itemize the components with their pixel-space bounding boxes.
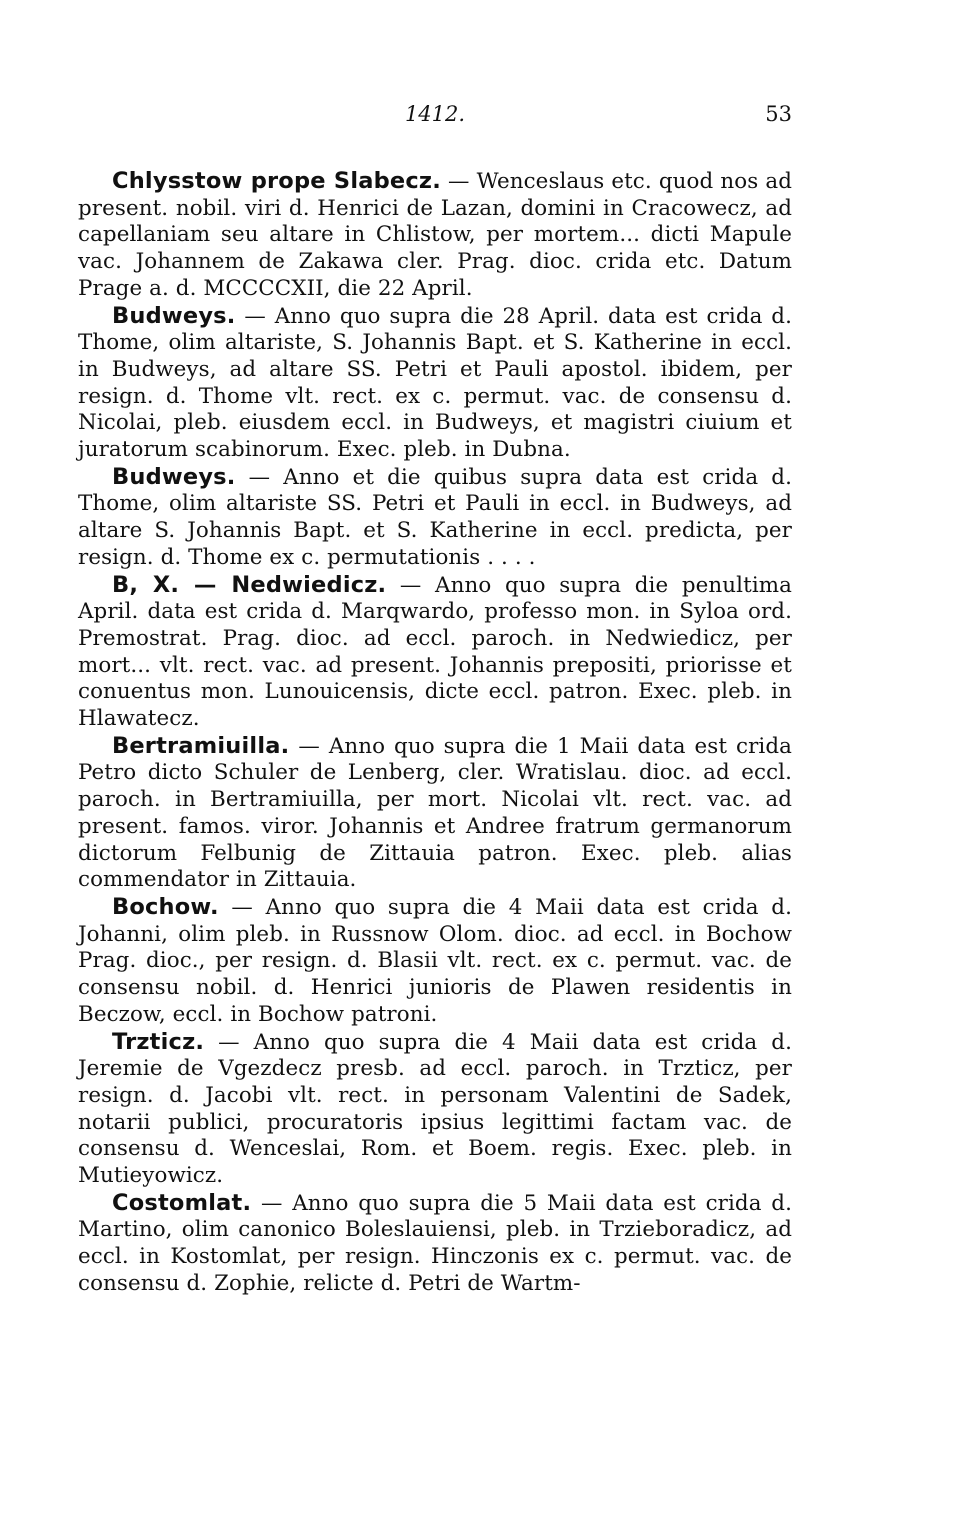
entry-separator: — (218, 894, 266, 920)
entry-separator: — (386, 572, 436, 598)
entry-title: Bochow. (112, 893, 219, 920)
entry-text: Anno quo supra die 1 Maii data est crida Petro dicto Schuler de Lenberg, cler. Wratislau. dioc. ad eccl. paroch. in Bertramiuilla, per mort. Nicolai vlt. rect. vac. ad present. famos. viror. Johannis et Andree fratrum germanorum dictorum Felbunig de Zittauia patron. Exec. pleb. alias commendator in Zittauia. (78, 733, 792, 893)
entry-separator: — (235, 303, 275, 329)
entry-nedwiedicz (78, 572, 792, 733)
entry-trzticz (78, 1029, 792, 1190)
entry-separator: — (289, 733, 329, 759)
entry-bertramiuilla (78, 733, 792, 894)
entry-title: Budweys. (112, 302, 236, 329)
page-number: 53 (765, 102, 792, 126)
entry-costomlat (78, 1190, 792, 1298)
entry-title: Costomlat. (112, 1189, 252, 1216)
entry-title: Budweys. (112, 463, 236, 490)
entry-chlysstow (78, 168, 792, 303)
entry-separator: — (440, 169, 477, 194)
entry-separator: — (251, 1190, 293, 1216)
entry-title: B, X. — Nedwiedicz. (112, 571, 387, 598)
entry-text: Anno quo supra die 28 April. data est crida d. Thome, olim altariste, S. Johannis Bapt. et S. Katherine in eccl. in Budweys, ad altare SS. Petri et Pauli apostol. ibidem, per resign. d. Thome vlt. rect. ex c. permut. vac. de consensu d. Nicolai, pleb. eiusdem eccl. in Budweys, et magistri ciuium et juratorum scabinorum. Exec. pleb. in Dubna. (78, 303, 793, 463)
entry-budweys-1 (78, 303, 792, 464)
entry-text: Anno et die quibus supra data est crida d. Thome, olim altariste SS. Petri et Pauli in eccl. in Budweys, ad altare S. Johannis Bapt. et S. Katherine in eccl. predicta, per resign. d. Thome ex c. permutationis . . . . (78, 464, 792, 570)
entry-budweys-2 (78, 464, 792, 572)
page-body (78, 168, 792, 1298)
entry-separator: — (204, 1029, 254, 1055)
entry-title: Bertramiuilla. (112, 732, 290, 759)
entry-separator: — (235, 464, 284, 490)
entry-text: Anno quo supra die penultima April. data est crida d. Marqwardo, professo mon. in Syloa ord. Premostrat. Prag. dioc. ad eccl. paroch. in Nedwiedicz, per mort... vlt. rect. vac. ad present. Johannis prepositi, priorisse et conuentus mon. Lunouicensis, dicte eccl. patron. Exec. pleb. in Hlawatecz. (78, 572, 792, 732)
page-header (78, 102, 792, 138)
entry-text: Wenceslaus etc. quod nos ad present. nobil. viri d. Henrici de Lazan, domini in Cracowecz, ad capellaniam seu altare in Chlistow, per mortem... dicti Mapule vac. Johannem de Zakawa cler. Prag. dioc. crida etc. Datum Prage a. d. MCCCCXII, die 22 April. (78, 169, 792, 301)
running-head-year: 1412. (404, 102, 466, 126)
entry-title: Chlysstow prope Slabecz. (112, 168, 441, 194)
entry-title: Trzticz. (112, 1028, 205, 1055)
entry-text: Anno quo supra die 5 Maii data est crida d. Martino, olim canonico Boleslauiensi, pleb. in Trzieboradicz, ad eccl. in Kostomlat, per resign. Hinczonis ex c. permut. vac. de consensu d. Zophie, relicte d. Petri de Wartm- (78, 1190, 792, 1296)
entry-text: Anno quo supra die 4 Maii data est crida d. Johanni, olim pleb. in Russnow Olom. dioc. ad eccl. in Bochow Prag. dioc., per resign. d. Blasii vlt. rect. ex c. permut. vac. de consensu nobil. d. Henrici junioris de Plawen residentis in Beczow, eccl. in Bochow patroni. (78, 894, 792, 1027)
entry-text: Anno quo supra die 4 Maii data est crida d. Jeremie de Vgezdecz presb. ad eccl. paroch. in Trzticz, per resign. d. Jacobi vlt. rect. in personam Valentini de Sadek, notarii publici, procuratoris ipsius legittimi factam vac. de consensu d. Wenceslai, Rom. et Boem. regis. Exec. pleb. in Mutieyowicz. (78, 1029, 792, 1189)
entry-bochow (78, 894, 792, 1029)
